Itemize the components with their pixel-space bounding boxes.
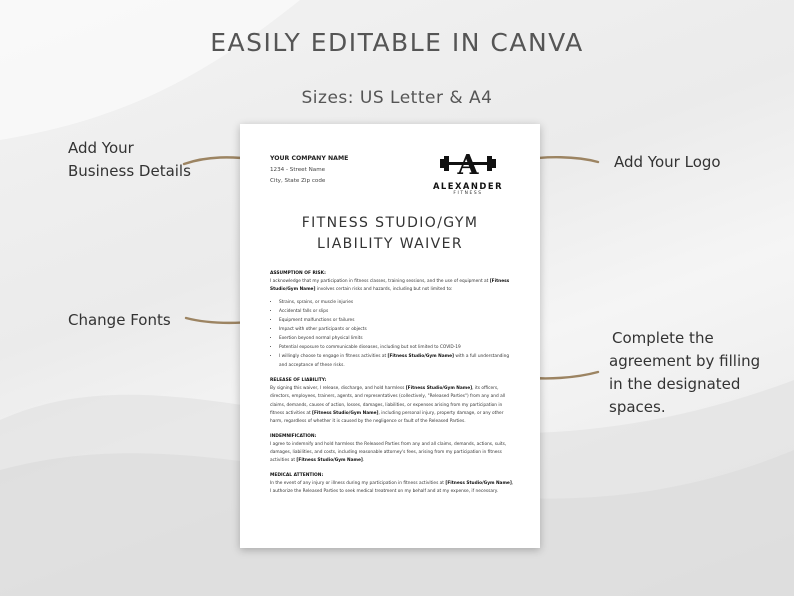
section-heading: RELEASE OF LIABILITY: — [270, 378, 327, 384]
list-item: • Accidental falls or slips — [279, 307, 514, 316]
company-city: City, State Zip code — [270, 178, 326, 184]
list-item: • Equipment malfunctions or failures — [279, 316, 514, 325]
list-item: • Potential exposure to communicable diseases, including but not limited to COVID-19 — [279, 343, 514, 352]
document-title-line2: LIABILITY WAIVER — [316, 236, 464, 252]
editable-field[interactable]: [Fitness Studio/Gym Name] — [312, 410, 379, 416]
list-item: • Strains, sprains, or muscle injuries — [279, 298, 514, 307]
callout-text: spaces. — [609, 398, 666, 416]
callout-change-fonts: Change Fonts — [68, 311, 171, 329]
section-heading: ASSUMPTION OF RISK: — [270, 271, 326, 276]
callout-text: Business Details — [68, 162, 191, 180]
callout-text: agreement by filling — [609, 352, 761, 370]
paragraph: In the event of any injury or illness during my participation in fitness activities at [Fitness Studio/Gym Name], I authorize the Released Parties to seek medical treatment on my behalf and at my expense, if necessary. — [270, 481, 514, 495]
list-item: • I willingly choose to engage in fitness activities at [Fitness Studio/Gym Name] with a full understanding and acceptance of these risks. — [279, 352, 514, 370]
paragraph: I acknowledge that my participation in fitness classes, training sessions, and the use of equipment at [Fitness Studio/Gym Name] involves certain risks and hazards, including but not limited to: — [270, 279, 510, 293]
paragraph: By signing this waiver, I release, discharge, and hold harmless [Fitness Studio/Gym Name], its officers, directors, employees, trainers, agents, and representatives (collectively, "Released Parties") from any and all claims, demands, causes of action, losses, damages, liabilities, or expenses arising from my participation in fitness activities at [Fitness Studio/Gym Name], including personal injury, property damage, or any other harm, regardless of whether it is caused by the negligence or fault of the Released Parties. — [270, 386, 506, 424]
list-item: • Exertion beyond normal physical limits — [279, 334, 514, 343]
paragraph: I agree to indemnify and hold harmless the Released Parties from any and all claims, demands, actions, suits, damages, liabilities, and costs, including reasonable attorney's fees, arising from my participation in fitness activities at [Fitness Studio/Gym Name]. — [270, 441, 507, 464]
section-heading: INDEMNIFICATION: — [270, 433, 317, 439]
editable-field[interactable]: [Fitness Studio/Gym Name] — [270, 279, 510, 293]
waiver-document — [240, 124, 540, 548]
company-name: YOUR COMPANY NAME — [270, 155, 349, 162]
list-item: • Impact with other participants or objects — [279, 325, 514, 334]
risk-list — [270, 298, 514, 370]
sizes-subtitle: Sizes: US Letter & A4 — [301, 88, 493, 108]
section-heading: MEDICAL ATTENTION: — [270, 473, 324, 479]
company-street: 1234 - Street Name — [270, 167, 326, 173]
editable-field[interactable]: [Fitness Studio/Gym Name] — [405, 386, 473, 392]
waiver-body — [270, 270, 514, 497]
callout-complete — [609, 327, 760, 419]
callout-text: Add Your — [68, 139, 134, 157]
document-title-line1: FITNESS STUDIO/GYM — [301, 215, 479, 231]
editable-field[interactable]: [Fitness Studio/Gym Name] — [387, 354, 454, 360]
dumbbell-logo-icon — [438, 150, 498, 176]
callout-business-details — [68, 137, 191, 183]
logo-letter: A — [457, 150, 479, 176]
callout-add-logo: Add Your Logo — [614, 153, 721, 171]
logo-subtitle: FITNESS — [453, 191, 483, 196]
editable-field[interactable]: [Fitness Studio/Gym Name] — [445, 481, 512, 487]
page-title: EASILY EDITABLE IN CANVA — [210, 28, 584, 57]
callout-text: Complete the — [612, 329, 714, 347]
callout-text: in the designated — [609, 375, 741, 393]
logo — [430, 150, 506, 196]
editable-field[interactable]: [Fitness Studio/Gym Name] — [296, 458, 363, 464]
logo-name: ALEXANDER — [432, 181, 504, 191]
